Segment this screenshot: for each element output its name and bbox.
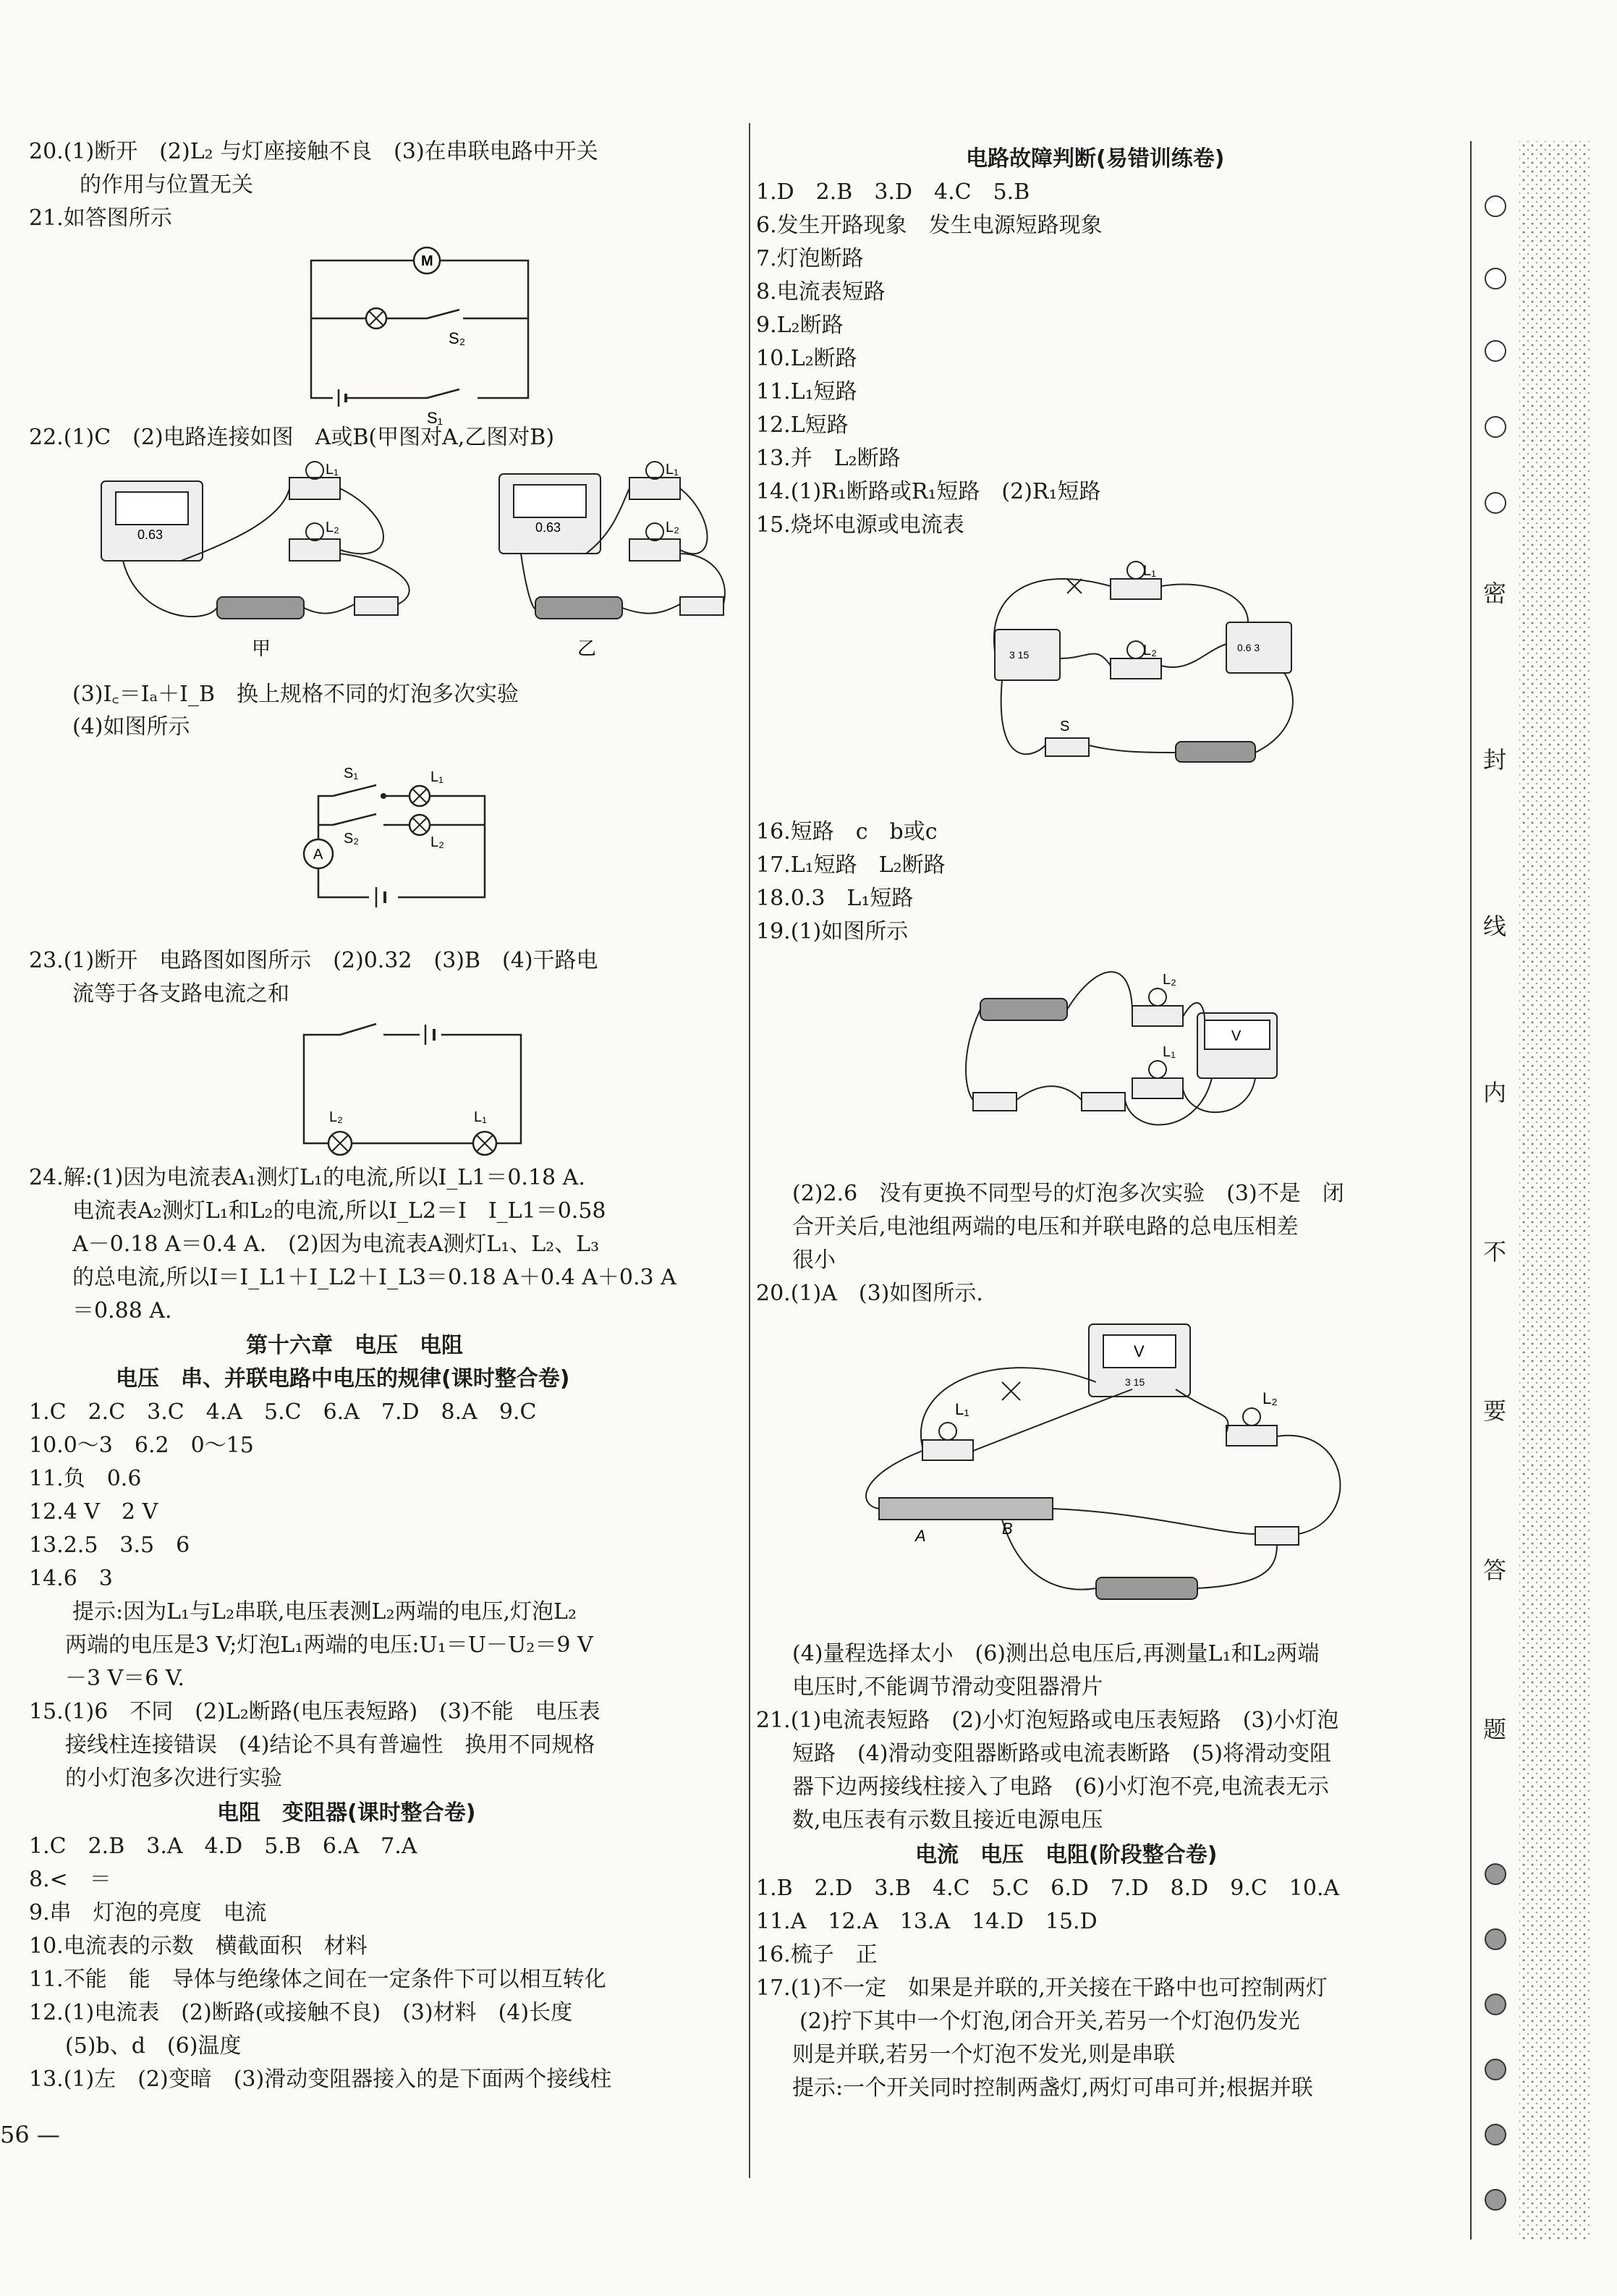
section-title: 电阻 变阻器(课时整合卷) <box>217 1800 476 1826</box>
svg-text:L₁: L₁ <box>326 462 339 478</box>
margin-char: 不 <box>1483 1238 1507 1266</box>
answer-line: 接线柱连接错误 (4)结论不具有普遍性 换用不同规格 <box>65 1732 595 1758</box>
svg-text:A: A <box>313 847 323 863</box>
svg-text:L₁: L₁ <box>666 462 679 478</box>
answer-line: 13.(1)左 (2)变暗 (3)滑动变阻器接入的是下面两个接线柱 <box>29 2067 612 2092</box>
answer-line: 10.L₂断路 <box>756 346 857 371</box>
chapter-title: 第十六章 电压 电阻 <box>246 1333 463 1358</box>
svg-text:0.63: 0.63 <box>535 520 561 535</box>
answer-line: 12.L短路 <box>756 412 849 438</box>
hole-icon <box>1485 1928 1506 1950</box>
answer-line: 的总电流,所以I＝I_L1＋I_L2＋I_L3＝0.18 A＋0.4 A＋0.3 A <box>72 1265 676 1290</box>
answer-line: 器下边两接线柱接入了电路 (6)小灯泡不亮,电流表无示 <box>792 1774 1330 1800</box>
svg-text:B: B <box>1002 1520 1013 1538</box>
hole-icon <box>1485 1863 1506 1885</box>
answer-line: 6.发生开路现象 发生电源短路现象 <box>756 213 1103 238</box>
answer-line: (5)b、d (6)温度 <box>65 2033 242 2059</box>
section-title: 电路故障判断(易错训练卷) <box>966 146 1225 171</box>
svg-text:L₁: L₁ <box>430 769 443 785</box>
svg-text:V: V <box>1134 1342 1145 1360</box>
margin-char: 答 <box>1483 1556 1507 1584</box>
answer-line: 电流表A₂测灯L₁和L₂的电流,所以I_L2＝I I_L1＝0.58 <box>72 1198 606 1224</box>
answer-line: 23.(1)断开 电路图如图所示 (2)0.32 (3)B (4)干路电 <box>29 948 598 973</box>
margin-char: 封 <box>1483 746 1507 774</box>
answer-line: 11.A 12.A 13.A 14.D 15.D <box>756 1909 1098 1934</box>
answer-line: 11.不能 能 导体与绝缘体之间在一定条件下可以相互转化 <box>29 1967 606 1992</box>
answer-line: 1.D 2.B 3.D 4.C 5.B <box>756 179 1030 205</box>
answer-line: ＝0.88 A. <box>72 1298 172 1323</box>
svg-text:L₁: L₁ <box>955 1400 969 1418</box>
svg-text:3 15: 3 15 <box>1009 649 1030 661</box>
circuit-photo-q15 <box>988 550 1320 813</box>
svg-text:L₂: L₂ <box>1143 643 1157 658</box>
answer-line: 两端的电压是3 V;灯泡L₁两端的电压:U₁＝U－U₂＝9 V <box>65 1632 593 1658</box>
section-title: 电流 电压 电阻(阶段整合卷) <box>915 1842 1218 1868</box>
figure-label-jia: 甲 <box>252 637 271 659</box>
svg-text:S₁: S₁ <box>427 409 443 427</box>
answer-line: 22.(1)C (2)电路连接如图 A或B(甲图对A,乙图对B) <box>29 425 555 450</box>
answer-line: 20.(1)A (3)如图所示. <box>756 1281 983 1306</box>
answer-line: 12.4 V 2 V <box>29 1499 158 1525</box>
answer-line: 11.L₁短路 <box>756 379 857 404</box>
margin-char: 题 <box>1483 1716 1507 1743</box>
margin-char: 密 <box>1483 580 1507 607</box>
answer-line: 9.L₂断路 <box>756 313 844 338</box>
answer-line: 16.短路 c b或c <box>756 819 938 844</box>
answer-line: 17.(1)不一定 如果是并联的,开关接在干路中也可控制两灯 <box>756 1975 1328 2001</box>
answer-line: 17.L₁短路 L₂断路 <box>756 852 946 878</box>
answer-line: 14.6 3 <box>29 1566 113 1591</box>
answer-line: (4)如图所示 <box>72 714 190 740</box>
svg-text:S: S <box>1060 719 1070 734</box>
answer-line: 15.烧坏电源或电流表 <box>756 512 964 538</box>
svg-text:0.6 3: 0.6 3 <box>1237 642 1260 653</box>
margin-char: 内 <box>1483 1079 1507 1106</box>
hole-icon <box>1485 195 1506 217</box>
answer-line: 15.(1)6 不同 (2)L₂断路(电压表短路) (3)不能 电压表 <box>29 1699 600 1724</box>
answer-line: 11.负 0.6 <box>29 1466 142 1491</box>
answer-line: 的作用与位置无关 <box>80 172 253 198</box>
binding-margin <box>1469 141 1599 2240</box>
answer-line: －3 V＝6 V. <box>65 1666 184 1691</box>
hole-icon <box>1485 416 1506 438</box>
answer-line: 8.< ＝ <box>29 1867 111 1892</box>
answer-line: 13.并 L₂断路 <box>756 446 901 471</box>
figure-label-yi: 乙 <box>577 637 597 659</box>
answer-line: 9.串 灯泡的亮度 电流 <box>29 1900 267 1926</box>
answer-line: 10.电流表的示数 横截面积 材料 <box>29 1933 368 1959</box>
answer-line: 流等于各支路电流之和 <box>72 981 289 1007</box>
section-title: 电压 串、并联电路中电压的规律(课时整合卷) <box>116 1366 570 1391</box>
answer-line: 19.(1)如图所示 <box>756 919 909 944</box>
svg-text:L₁: L₁ <box>474 1109 487 1125</box>
answer-line: (2)2.6 没有更换不同型号的灯泡多次实验 (3)不是 闭 <box>792 1181 1344 1206</box>
circuit-photo-q20 <box>857 1317 1407 1624</box>
answer-line: 13.2.5 3.5 6 <box>29 1533 190 1558</box>
answer-line: 1.C 2.B 3.A 4.D 5.B 6.A 7.A <box>29 1834 417 1859</box>
svg-text:S₁: S₁ <box>344 766 359 781</box>
hole-icon <box>1485 340 1506 362</box>
svg-text:L₂: L₂ <box>666 520 679 535</box>
circuit-photo-q22 <box>94 459 731 672</box>
svg-text:0.63: 0.63 <box>137 528 164 542</box>
answer-line: 短路 (4)滑动变阻器断路或电流表断路 (5)将滑动变阻 <box>792 1741 1331 1766</box>
answer-line: 则是并联,若另一个灯泡不发光,则是串联 <box>792 2042 1176 2067</box>
answer-line: 7.灯泡断路 <box>756 246 864 271</box>
answer-line: 21.(1)电流表短路 (2)小灯泡短路或电压表短路 (3)小灯泡 <box>756 1708 1339 1733</box>
answer-line: 24.解:(1)因为电流表A₁测灯L₁的电流,所以I_L1＝0.18 A. <box>29 1165 585 1190</box>
svg-text:L₂: L₂ <box>1163 972 1176 988</box>
answer-line: 合开关后,电池组两端的电压和并联电路的总电压相差 <box>792 1214 1299 1240</box>
answer-line: 10.0～3 6.2 0～15 <box>29 1433 254 1458</box>
answer-line: (3)I꜀＝Iₐ＋I_B 换上规格不同的灯泡多次实验 <box>72 682 519 707</box>
svg-text:L₂: L₂ <box>1262 1389 1278 1407</box>
hole-icon <box>1485 2124 1506 2145</box>
answer-line: 提示:因为L₁与L₂串联,电压表测L₂两端的电压,灯泡L₂ <box>51 1599 577 1624</box>
svg-text:S₂: S₂ <box>449 329 466 347</box>
circuit-diagram-q22-4 <box>275 745 521 922</box>
hole-icon <box>1485 268 1506 289</box>
answer-line: 的小灯泡多次进行实验 <box>65 1766 282 1791</box>
svg-text:S₂: S₂ <box>344 831 360 847</box>
page-number: 56 — <box>0 2121 60 2148</box>
answer-line: 20.(1)断开 (2)L₂ 与灯座接触不良 (3)在串联电路中开关 <box>29 139 598 164</box>
svg-text:L₁: L₁ <box>1143 563 1156 579</box>
margin-char: 线 <box>1483 912 1507 940</box>
answer-line: 1.B 2.D 3.B 4.C 5.C 6.D 7.D 8.D 9.C 10.A <box>756 1876 1340 1901</box>
answer-line: 14.(1)R₁断路或R₁短路 (2)R₁短路 <box>756 479 1101 504</box>
circuit-diagram-q21 <box>304 246 550 427</box>
hole-icon <box>1485 2059 1506 2080</box>
motor-label: M <box>421 253 433 269</box>
hole-icon <box>1485 492 1506 514</box>
circuit-photo-q19 <box>959 948 1291 1168</box>
svg-text:V: V <box>1231 1028 1242 1044</box>
answer-line: 16.梳子 正 <box>756 1942 878 1967</box>
answer-line: 21.如答图所示 <box>29 206 172 231</box>
circuit-diagram-q23 <box>289 1013 550 1161</box>
answer-line: 电压时,不能调节滑动变阻器滑片 <box>792 1674 1103 1700</box>
answer-line: (4)量程选择太小 (6)测出总电压后,再测量L₁和L₂两端 <box>792 1641 1320 1666</box>
margin-char: 要 <box>1483 1397 1507 1425</box>
answer-line: A－0.18 A＝0.4 A. (2)因为电流表A测灯L₁、L₂、L₃ <box>72 1232 600 1257</box>
column-divider <box>749 123 750 2178</box>
svg-text:L₂: L₂ <box>329 1109 343 1125</box>
hole-icon <box>1485 2189 1506 2211</box>
hole-icon <box>1485 1994 1506 2015</box>
answer-line: 12.(1)电流表 (2)断路(或接触不良) (3)材料 (4)长度 <box>29 2000 573 2025</box>
answer-line: 18.0.3 L₁短路 <box>756 886 914 911</box>
svg-text:L₂: L₂ <box>430 834 444 850</box>
svg-text:3 15: 3 15 <box>1125 1376 1145 1388</box>
answer-line: 提示:一个开关同时控制两盏灯,两灯可串可并;根据并联 <box>792 2075 1313 2101</box>
svg-text:A: A <box>915 1527 926 1545</box>
answer-line: 8.电流表短路 <box>756 279 886 305</box>
answer-line: 1.C 2.C 3.C 4.A 5.C 6.A 7.D 8.A 9.C <box>29 1399 537 1425</box>
dotted-band <box>1519 141 1592 2240</box>
answer-line: (2)拧下其中一个灯泡,闭合开关,若另一个灯泡仍发光 <box>778 2009 1300 2034</box>
answer-line: 数,电压表有示数且接近电源电压 <box>792 1808 1103 1833</box>
answer-line: 很小 <box>792 1247 836 1273</box>
svg-text:L₁: L₁ <box>1163 1044 1176 1060</box>
svg-text:L₂: L₂ <box>326 520 339 535</box>
